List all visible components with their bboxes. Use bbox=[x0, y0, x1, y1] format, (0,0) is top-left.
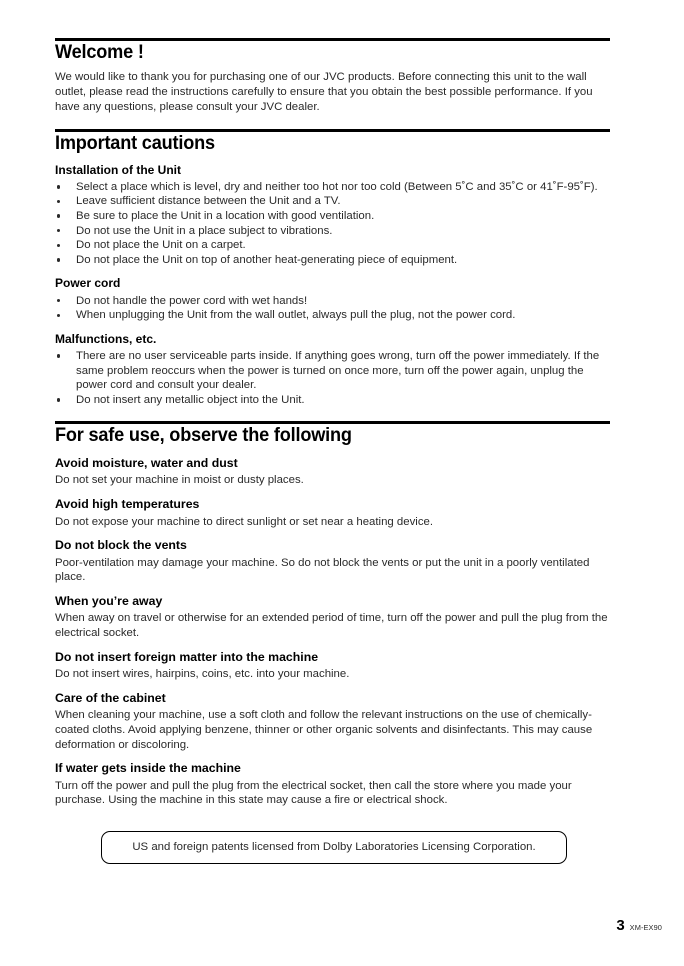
subhead-do-not-block-the-vents: Do not block the vents bbox=[55, 538, 187, 553]
bullet-icon bbox=[57, 229, 60, 232]
text-avoid-high-temperatures: Do not expose your machine to direct sunlight or set near a heating device. bbox=[55, 515, 434, 528]
welcome-intro-paragraph: We would like to thank you for purchasing one of our JVC products. Before connecting this unit to the wall outlet, please read the instructions carefully to ensure that you obtain the best possible performance. If you have any questions, please consult your JVC dealer. bbox=[55, 71, 593, 113]
list-item bbox=[55, 224, 610, 239]
list-item bbox=[55, 294, 610, 309]
subhead-avoid-moisture: Avoid moisture, water and dust bbox=[55, 455, 238, 470]
list-item bbox=[55, 349, 610, 393]
list-item-text: Do not handle the power cord with wet hands! bbox=[76, 294, 308, 307]
bullet-icon bbox=[57, 299, 60, 302]
list-item-text: Be sure to place the Unit in a location with good ventilation. bbox=[76, 210, 375, 222]
subhead-do-not-insert-foreign-matter: Do not insert foreign matter into the machine bbox=[55, 649, 319, 664]
subhead-if-water-gets-inside: If water gets inside the machine bbox=[55, 761, 241, 776]
list-malfunctions bbox=[55, 349, 610, 407]
subhead-when-youre-away: When you’re away bbox=[55, 593, 163, 608]
list-installation-of-the-unit bbox=[55, 180, 610, 268]
list-item-text: Do not place the Unit on a carpet. bbox=[76, 239, 246, 252]
list-item-text: Do not insert any metallic object into the Unit. bbox=[76, 393, 305, 406]
text-when-youre-away: When away on travel or otherwise for an extended period of time, turn off the power and pull the plug from the electrical socket. bbox=[55, 612, 608, 640]
bullet-icon bbox=[57, 354, 60, 357]
page-content bbox=[55, 38, 610, 810]
bullet-icon bbox=[57, 200, 60, 203]
page-number: 3 bbox=[616, 917, 625, 934]
list-item bbox=[55, 238, 610, 253]
bullet-icon bbox=[57, 314, 60, 317]
section-title-welcome: Welcome ! bbox=[55, 41, 144, 63]
list-item-text: Do not use the Unit in a place subject to vibrations. bbox=[76, 224, 333, 237]
list-item bbox=[55, 194, 610, 209]
dolby-notice-text: US and foreign patents licensed from Dolby Laboratories Licensing Corporation. bbox=[132, 840, 536, 853]
subhead-installation-of-the-unit: Installation of the Unit bbox=[55, 162, 181, 177]
list-item bbox=[55, 209, 610, 224]
subhead-avoid-high-temperatures: Avoid high temperatures bbox=[55, 496, 200, 511]
list-item-text: When unplugging the Unit from the wall outlet, always pull the plug, not the power cord. bbox=[76, 309, 516, 322]
list-item bbox=[55, 308, 610, 323]
list-power-cord bbox=[55, 294, 610, 323]
page-footer bbox=[616, 917, 662, 934]
section-title-for-safe-use: For safe use, observe the following bbox=[55, 424, 352, 447]
bullet-icon bbox=[57, 214, 60, 217]
subhead-malfunctions: Malfunctions, etc. bbox=[55, 331, 157, 346]
list-item-text: Leave sufficient distance between the Unit and a TV. bbox=[76, 195, 341, 208]
subhead-care-of-the-cabinet: Care of the cabinet bbox=[55, 690, 166, 705]
text-avoid-moisture: Do not set your machine in moist or dusty places. bbox=[55, 474, 304, 487]
list-item bbox=[55, 180, 610, 195]
section-title-important-cautions: Important cautions bbox=[55, 132, 215, 155]
bullet-icon bbox=[57, 398, 60, 401]
text-if-water-gets-inside: Turn off the power and pull the plug from the electrical socket, then call the store where you made your purchase. Using the machine in this state may cause a fire or electrical shock. bbox=[55, 779, 572, 807]
text-do-not-insert-foreign-matter: Do not insert wires, hairpins, coins, etc. into your machine. bbox=[55, 668, 350, 681]
list-item-text: There are no user serviceable parts inside. If anything goes wrong, turn off the power immediately. If the same problem reoccurs when the power is turned on once more, turn off the power again, unplug the power cord and consult your dealer. bbox=[76, 349, 600, 392]
spacer bbox=[55, 114, 610, 129]
text-do-not-block-the-vents: Poor-ventilation may damage your machine. So do not block the vents or put the unit in a poorly ventilated place. bbox=[55, 556, 590, 584]
model-code: XM-EX90 bbox=[629, 923, 662, 932]
subhead-power-cord: Power cord bbox=[55, 276, 121, 291]
bullet-icon bbox=[57, 244, 60, 247]
text-care-of-the-cabinet: When cleaning your machine, use a soft cloth and follow the relevant instructions on the use of chemically-coated cloths. Avoid applying benzene, thinner or other organic solvents and disinfectants. This may cause deformation or discoloring. bbox=[55, 709, 593, 751]
list-item bbox=[55, 253, 610, 268]
list-item bbox=[55, 393, 610, 408]
dolby-notice-box bbox=[101, 831, 567, 864]
list-item-text: Select a place which is level, dry and neither too hot nor too cold (Between 5˚C and 35˚C or 41˚F-95˚F). bbox=[76, 180, 598, 193]
bullet-icon bbox=[57, 185, 60, 188]
spacer bbox=[55, 409, 610, 421]
list-item-text: Do not place the Unit on top of another heat-generating piece of equipment. bbox=[76, 253, 458, 266]
dolby-notice bbox=[101, 831, 567, 864]
bullet-icon bbox=[57, 258, 60, 261]
